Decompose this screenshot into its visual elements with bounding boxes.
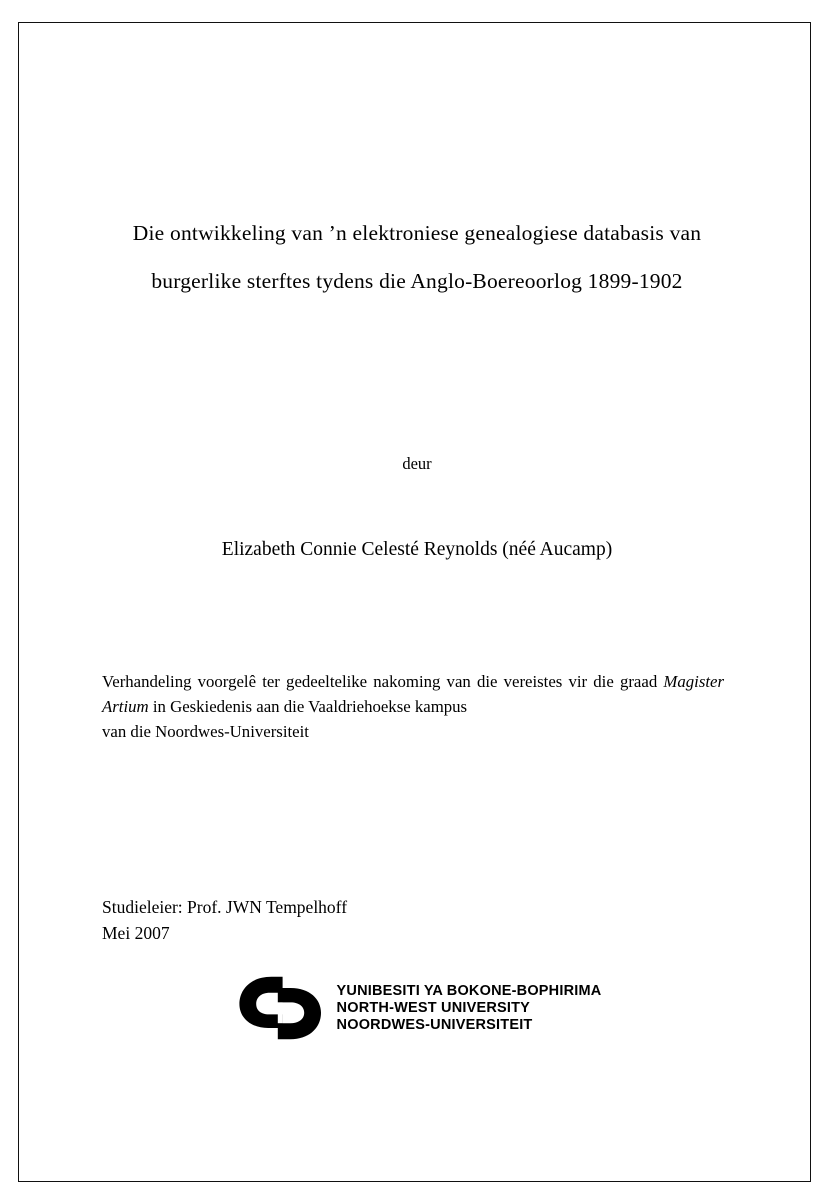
byline-label: deur — [402, 454, 432, 473]
degree-statement — [102, 669, 724, 744]
logo-text-line-2: NORTH-WEST UNIVERSITY — [336, 999, 531, 1016]
page-title — [100, 209, 734, 305]
supervisor-name: Studieleier: Prof. JWN Tempelhoff — [102, 897, 348, 917]
degree-statement-part1: Verhandeling voorgelê ter gedeeltelike nakoming van die vereistes vir die graad — [102, 672, 664, 691]
north-west-university-logo-icon — [233, 972, 329, 1044]
supervisor-block — [102, 894, 602, 946]
university-logo-text — [337, 983, 602, 1034]
degree-statement-last-line: van die Noordwes-Universiteit — [102, 722, 309, 741]
title-line-1: Die ontwikkeling van ’n elektroniese genealogiese databasis van — [132, 221, 702, 245]
title-line-2: burgerlike sterftes tydens die Anglo-Boereoorlog 1899-1902 — [151, 269, 683, 293]
university-logo-block — [100, 972, 734, 1044]
author-name: Elizabeth Connie Celesté Reynolds (néé Aucamp) — [221, 539, 613, 560]
degree-statement-part2: in Geskiedenis aan die Vaaldriehoekse kampus — [148, 697, 468, 716]
page-content — [100, 24, 734, 1174]
degree-name: Magister Artium — [102, 672, 724, 716]
submission-date: Mei 2007 — [102, 923, 170, 943]
logo-text-line-3: NOORDWES-UNIVERSITEIT — [336, 1016, 533, 1033]
logo-text-line-1: YUNIBESITI YA BOKONE-BOPHIRIMA — [336, 982, 602, 999]
